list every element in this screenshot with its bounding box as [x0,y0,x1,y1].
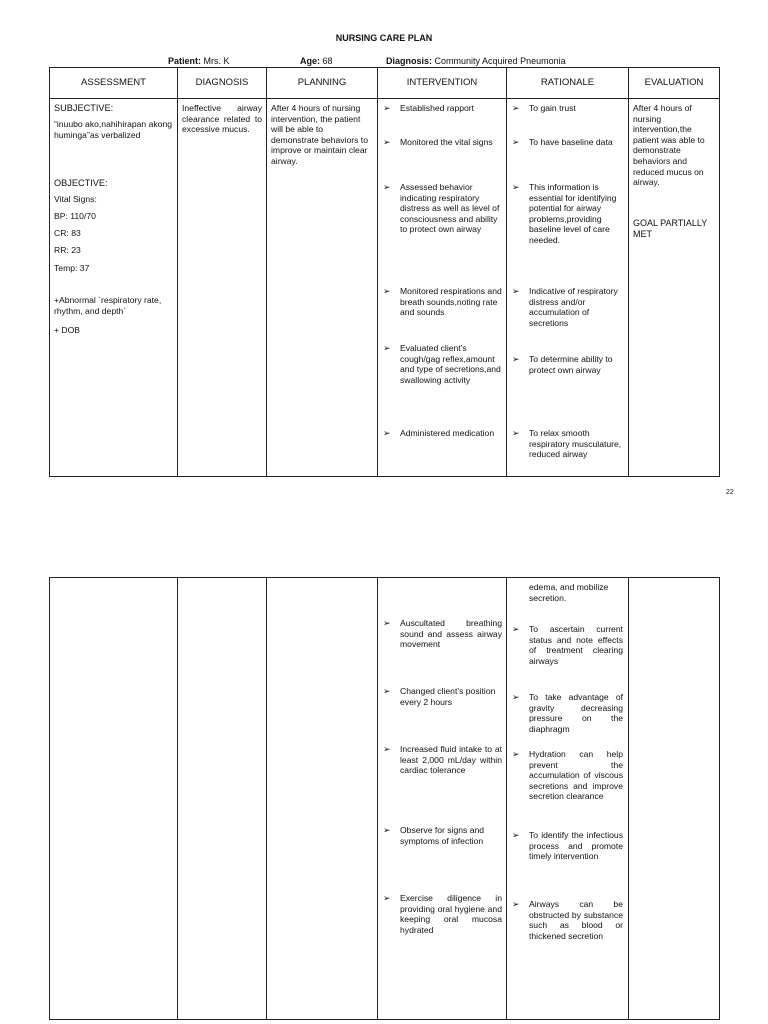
header-rationale: RATIONALE [507,68,629,99]
bullet-arrow-icon: ➢ [512,899,520,909]
bullet-arrow-icon: ➢ [512,286,520,296]
rationale-item: Indicative of respiratory distress and/or accumulation of secretions [529,286,618,328]
bullet-arrow-icon: ➢ [383,686,391,696]
bullet-arrow-icon: ➢ [512,182,520,192]
goal-status: GOAL PARTIALLY MET [633,218,708,239]
evaluation-cell-continued [629,578,720,1020]
intervention-item: Increased fluid intake to at least 2,000 mL/day within cardiac tolerance [400,744,502,776]
page-number: 22 [726,489,734,496]
bullet-arrow-icon: ➢ [383,893,391,903]
rationale-cell-continued [507,578,629,1020]
diagnosis-text: Ineffective airway clearance related to excessive mucus. [182,103,262,135]
rr-value: RR: 23 [54,245,81,255]
bullet-arrow-icon: ➢ [383,825,391,835]
rationale-item: To gain trust [529,103,576,113]
rationale-continued-text: edema, and mobilize secretion. [529,582,609,603]
header-evaluation: EVALUATION [629,68,720,99]
diagnosis-cell [178,99,267,477]
bullet-arrow-icon: ➢ [383,286,391,296]
planning-cell-continued [267,578,378,1020]
age-field: Age: 68 [300,56,333,66]
bullet-arrow-icon: ➢ [383,744,391,754]
bullet-arrow-icon: ➢ [383,428,391,438]
rationale-item: To have baseline data [529,137,613,147]
rationale-item: Airways can be obstructed by substance such as blood or thickened secretion [529,899,623,941]
planning-text: After 4 hours of nursing intervention, the patient will be able to demonstrate behaviors to improve or maintain clear airway. [271,103,368,166]
intervention-item: Changed client’s position every 2 hours [400,686,496,707]
document-title: NURSING CARE PLAN [335,33,433,43]
rationale-item: To take advantage of gravity decreasing pressure on the diaphragm [529,692,623,734]
header-planning: PLANNING [267,68,378,99]
assessment-cell [50,99,178,477]
header-diagnosis: DIAGNOSIS [178,68,267,99]
rationale-item: To ascertain current status and note effects of treatment clearing airways [529,624,623,666]
vital-signs-label: Vital Signs: [54,194,97,204]
bullet-arrow-icon: ➢ [512,137,520,147]
intervention-item: Exercise diligence in providing oral hygiene and keeping oral mucosa hydrated [400,893,502,935]
temp-value: Temp: 37 [54,263,90,273]
intervention-item: Monitored the vital signs [400,137,493,147]
patient-field: Patient: Mrs. K [168,56,230,66]
bullet-arrow-icon: ➢ [383,182,391,192]
bp-value: BP: 110/70 [54,211,96,221]
intervention-item: Observe for signs and symptoms of infection [400,825,485,846]
bullet-arrow-icon: ➢ [512,692,520,702]
bullet-arrow-icon: ➢ [383,343,391,353]
diagnosis-cell-continued [178,578,267,1020]
dob-finding: + DOB [54,325,81,335]
cr-value: CR: 83 [54,228,81,238]
diagnosis-field: Diagnosis: Community Acquired Pneumonia [386,56,566,66]
bullet-arrow-icon: ➢ [512,103,520,113]
bullet-arrow-icon: ➢ [512,354,520,364]
bullet-arrow-icon: ➢ [383,103,391,113]
evaluation-text: After 4 hours of nursing intervention,the patient was able to demonstrate behaviors and reduced mucus on airway. [633,103,705,188]
abnormal-finding: +Abnormal `respiratory rate, rhythm, and depth` [54,295,162,316]
rationale-item: Hydration can help prevent the accumulation of viscous secretions and improve secretion clearance [529,749,623,802]
rationale-item: To determine ability to protect own airway [529,354,613,375]
bullet-arrow-icon: ➢ [512,749,520,759]
bullet-arrow-icon: ➢ [512,830,520,840]
rationale-item: This information is essential for identifying potential for airway problems,providing baseline level of care needed. [529,182,617,245]
content-row [50,99,720,477]
planning-cell [267,99,378,477]
bullet-arrow-icon: ➢ [512,624,520,634]
objective-label: OBJECTIVE: [54,178,108,188]
header-intervention: INTERVENTION [378,68,507,99]
care-plan-table-page-1 [49,67,720,477]
care-plan-table-page-2 [49,577,720,1020]
rationale-cell [507,99,629,477]
content-row-continued [50,578,720,1020]
bullet-arrow-icon: ➢ [383,618,391,628]
intervention-item: Auscultated breathing sound and assess airway movement [400,618,502,650]
header-assessment: ASSESSMENT [50,68,178,99]
subjective-quote: “inuubo ako,nahihirapan akong huminga”as verbalized [54,119,173,140]
intervention-item: Assessed behavior indicating respiratory distress as well as level of consciousness and ability to protect own airway [400,182,500,235]
subjective-label: SUBJECTIVE: [54,103,114,113]
intervention-item: Evaluated client’s cough/gag reflex,amount and type of secretions,and swallowing activity [400,343,501,385]
evaluation-cell [629,99,720,477]
header-row [50,68,720,99]
bullet-arrow-icon: ➢ [512,428,520,438]
assessment-cell-continued [50,578,178,1020]
rationale-item: To relax smooth respiratory musculature, reduced airway [529,428,622,460]
intervention-cell [378,99,507,477]
intervention-item: Monitored respirations and breath sounds,noting rate and sounds [400,286,502,318]
intervention-cell-continued [378,578,507,1020]
bullet-arrow-icon: ➢ [383,137,391,147]
intervention-item: Established rapport [400,103,475,113]
rationale-item: To identify the infectious process and promote timely intervention [529,830,623,862]
intervention-item: Administered medication [400,428,495,438]
